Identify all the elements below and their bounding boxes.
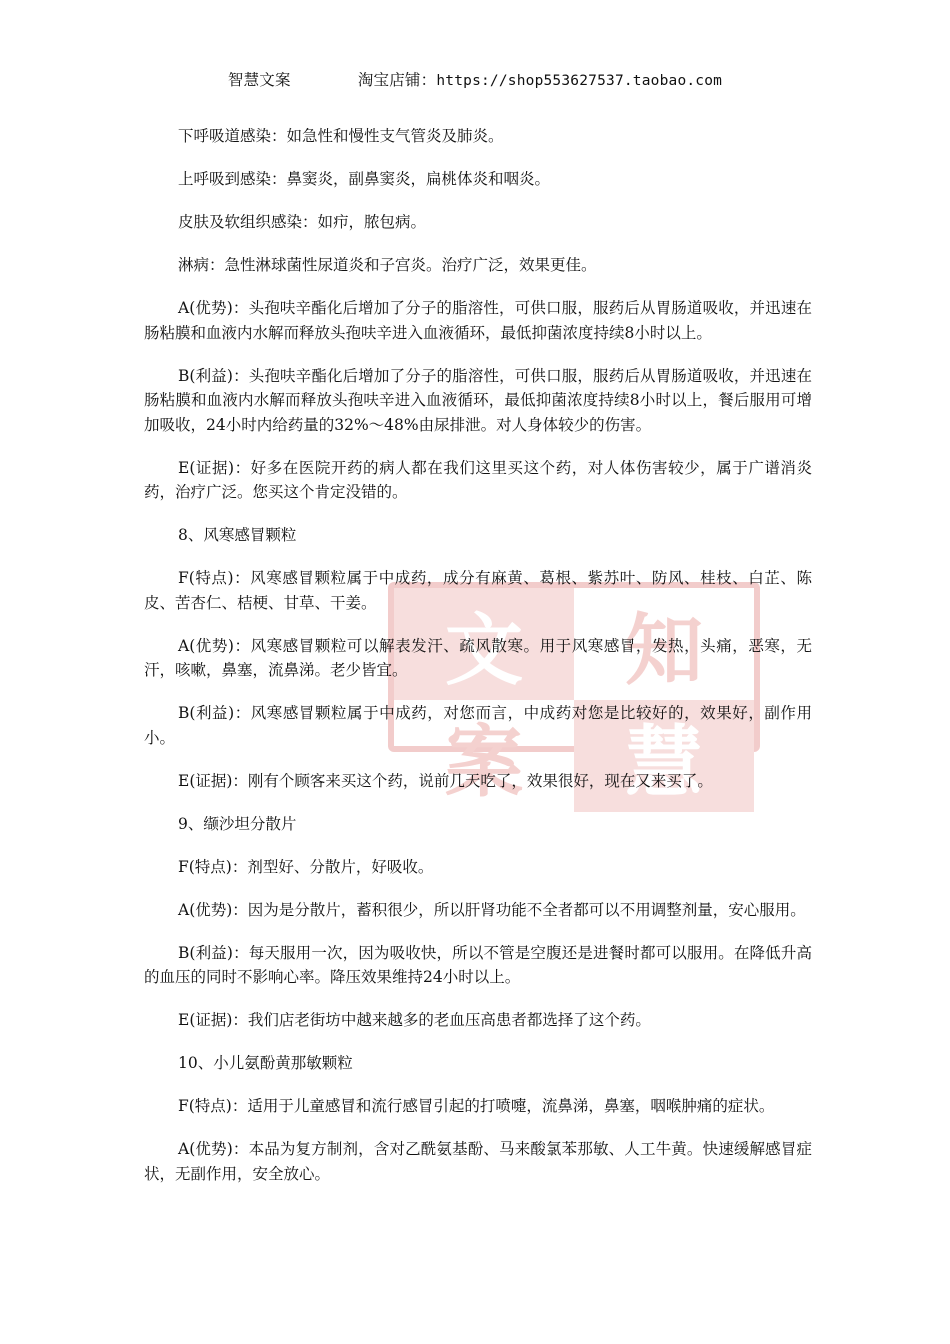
brand-name: 智慧文案: [227, 71, 291, 89]
document-body: [144, 124, 812, 1186]
paragraph-advantage: A(优势)：风寒感冒颗粒可以解表发汗、疏风散寒。用于风寒感冒，发热，头痛，恶寒，无汗，咳嗽，鼻塞，流鼻涕。老少皆宜。: [144, 636, 812, 679]
paragraph-feature: F(特点)：适用于儿童感冒和流行感冒引起的打喷嚏，流鼻涕，鼻塞，咽喉肿痛的症状。: [178, 1097, 775, 1115]
paragraph-evidence: E(证据)：我们店老街坊中越来越多的老血压高患者都选择了这个药。: [178, 1011, 651, 1029]
seal-char: 慧: [574, 700, 754, 812]
shop-label: 淘宝店铺：: [357, 71, 437, 89]
paragraph-evidence: E(证据)：刚有个顾客来买这个药，说前几天吃了，效果很好，现在又来买了。: [178, 771, 713, 790]
paragraph-upper-respiratory: 上呼吸到感染：鼻窦炎，副鼻窦炎，扁桃体炎和咽炎。: [178, 170, 551, 188]
seal-char: 案: [444, 717, 523, 808]
paragraph-skin-infection: 皮肤及软组织感染：如疖，脓包病。: [178, 213, 427, 231]
paragraph-evidence: E(证据)：好多在医院开药的病人都在我们这里买这个药，对人体伤害较少，属于广谱消炎药，治疗广泛。您买这个肯定没错的。: [144, 458, 812, 501]
paragraph-advantage: A(优势)：因为是分散片，蓄积很少，所以肝肾功能不全者都可以不用调整剂量，安心服用。: [178, 900, 806, 919]
paragraph-advantage: A(优势)：本品为复方制剂，含对乙酰氨基酚、马来酸氯苯那敏、人工牛黄。快速缓解感冒症状，无副作用，安全放心。: [144, 1140, 812, 1183]
section-heading: 10、小儿氨酚黄那敏颗粒: [178, 1054, 353, 1072]
seal-char: 文: [394, 588, 574, 700]
page-header: [0, 68, 950, 90]
seal-char: 知: [624, 605, 703, 696]
section-heading: 8、风寒感冒颗粒: [178, 526, 297, 544]
paragraph-feature: F(特点)：剂型好、分散片，好吸收。: [178, 857, 434, 876]
paragraph-advantage: A(优势)：头孢呋辛酯化后增加了分子的脂溶性，可供口服，服药后从胃肠道吸收，并迅速在肠粘膜和血液内水解而释放头孢呋辛进入血液循环，最低抑菌浓度持续8小时以上。: [144, 299, 812, 342]
section-heading: 9、缬沙坦分散片: [178, 814, 297, 833]
paragraph-lower-respiratory: 下呼吸道感染：如急性和慢性支气管炎及肺炎。: [178, 127, 504, 145]
paragraph-benefit: B(利益)：每天服用一次，因为吸收快，所以不管是空腹还是进餐时都可以服用。在降低升高的血压的同时不影响心率。降压效果维持24小时以上。: [144, 943, 812, 986]
paragraph-benefit: B(利益)：头孢呋辛酯化后增加了分子的脂溶性，可供口服，服药后从胃肠道吸收，并迅速在肠粘膜和血液内水解而释放头孢呋辛进入血液循环，最低抑菌浓度持续8小时以上，餐后服用可增加吸收，24小时内给药量的32%～48%由尿排泄。对人身体较少的伤害。: [144, 366, 812, 434]
paragraph-gonorrhea: 淋病：急性淋球菌性尿道炎和子宫炎。治疗广泛，效果更佳。: [178, 256, 597, 274]
paragraph-feature: F(特点)：风寒感冒颗粒属于中成药，成分有麻黄、葛根、紫苏叶、防风、桂枝、白芷、陈皮、苦杏仁、桔梗、甘草、干姜。: [144, 569, 812, 612]
paragraph-benefit: B(利益)：风寒感冒颗粒属于中成药，对您而言，中成药对您是比较好的，效果好，副作用小。: [144, 704, 812, 747]
shop-url[interactable]: https://shop553627537.taobao.com: [436, 73, 723, 89]
